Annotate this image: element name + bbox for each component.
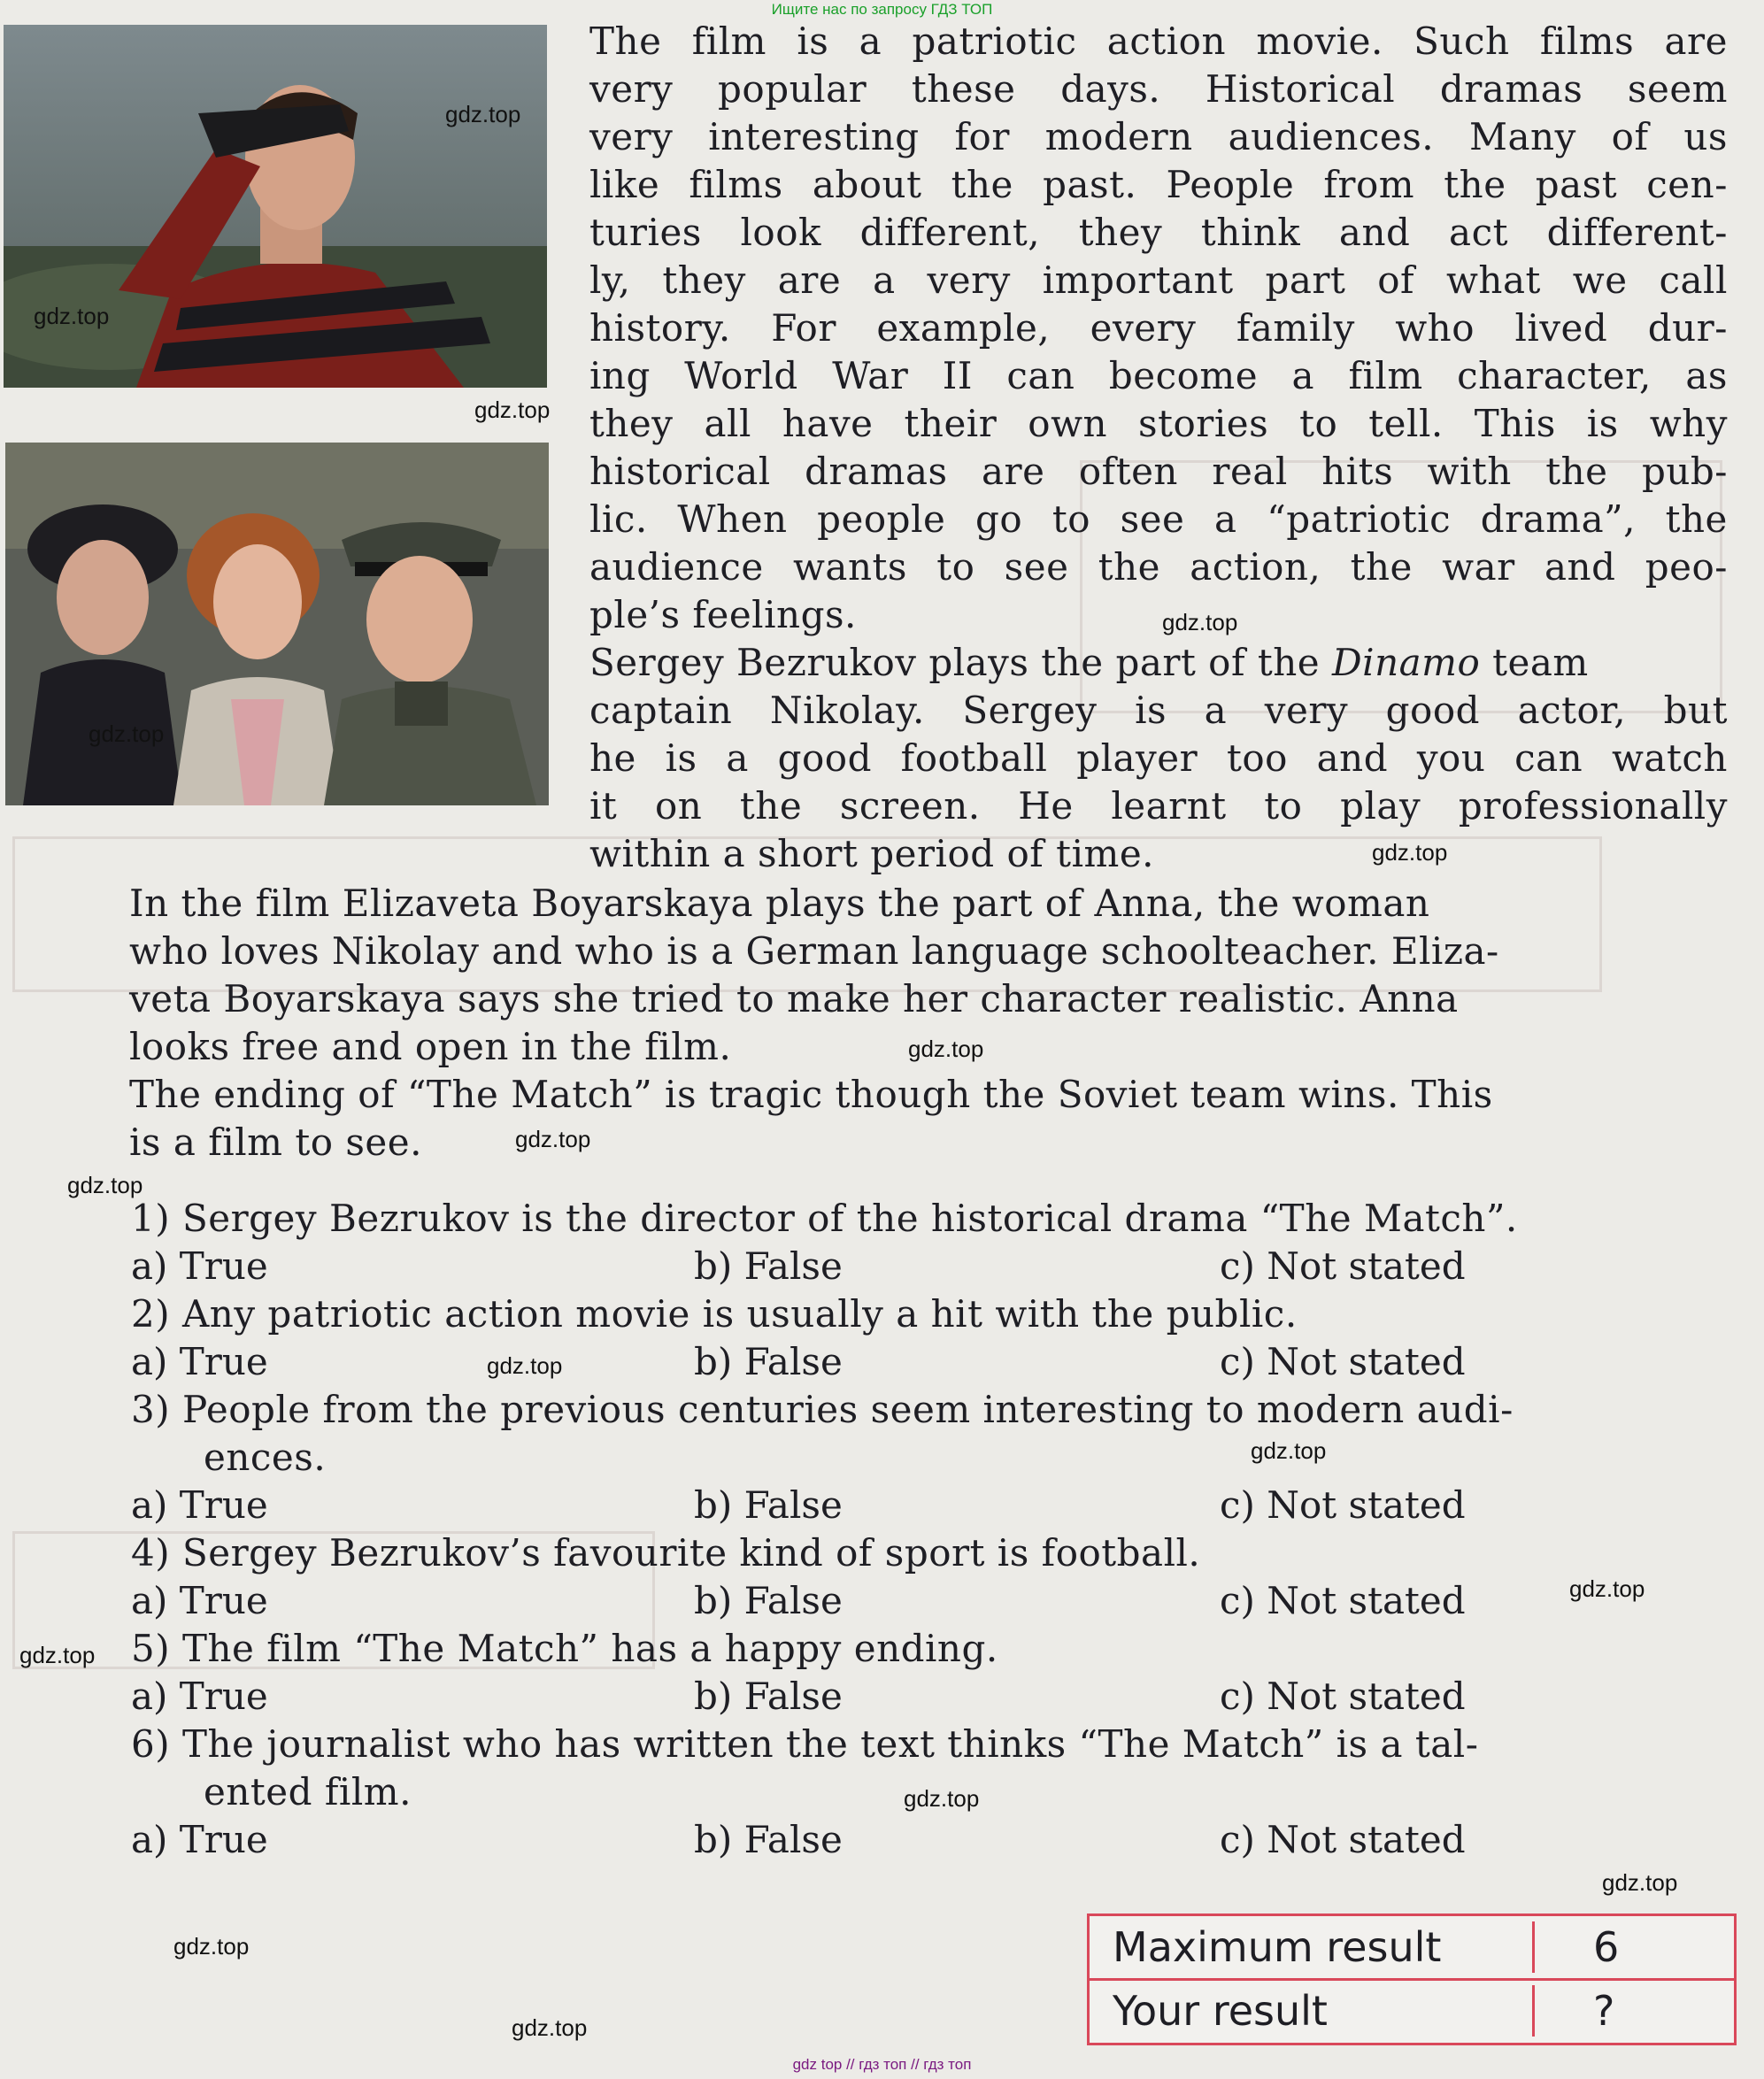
question-6: [131, 1721, 1733, 1768]
word: to: [1264, 784, 1303, 828]
word: too: [1226, 736, 1288, 780]
word: cen-: [1646, 163, 1728, 206]
paragraph-line: is a film to see.: [129, 1120, 422, 1164]
word: a: [726, 736, 749, 780]
answer-options-3: [131, 1482, 1733, 1529]
watermark: gdz.top: [1251, 1437, 1327, 1464]
word: the: [951, 163, 1013, 206]
word: tell.: [1368, 402, 1444, 445]
option-b[interactable]: b) False: [694, 1579, 843, 1622]
word: audience: [589, 545, 764, 589]
word: have: [782, 402, 874, 445]
word: people: [817, 497, 946, 541]
word: they: [662, 258, 746, 302]
question-3-continuation: ences.: [204, 1436, 327, 1479]
word: own: [1028, 402, 1108, 445]
word: the: [1444, 163, 1506, 206]
word: these: [911, 67, 1016, 111]
word: us: [1683, 115, 1728, 158]
question-number: 6): [131, 1722, 171, 1766]
result-row-your: [1090, 1980, 1734, 2042]
word: interesting: [708, 115, 920, 158]
wide-paragraph: [129, 880, 1728, 1167]
watermark: gdz.top: [512, 2014, 588, 2041]
word: dramas: [1439, 67, 1583, 111]
watermark: gdz.top: [1569, 1575, 1645, 1602]
word: see: [1004, 545, 1069, 589]
question-number: 3): [131, 1388, 171, 1431]
word: War: [832, 354, 909, 397]
word: you: [1416, 736, 1486, 780]
top-banner: Ищите нас по запросу ГДЗ ТОП: [771, 1, 993, 18]
word: modern: [1044, 115, 1193, 158]
option-c[interactable]: c) Not stated: [1220, 1483, 1466, 1527]
word: World: [684, 354, 798, 397]
word: professionally: [1458, 784, 1728, 828]
word: the: [739, 784, 803, 828]
result-table: [1087, 1913, 1737, 2045]
article-line: [589, 209, 1728, 257]
word: movie.: [1256, 19, 1383, 63]
film-characters-photo-icon: [5, 443, 549, 805]
word: the: [1545, 450, 1608, 493]
word: is: [1586, 402, 1619, 445]
option-b[interactable]: b) False: [694, 1818, 843, 1861]
answer-options-4: [131, 1577, 1733, 1625]
word: seem: [1627, 67, 1728, 111]
word: People: [1166, 163, 1295, 206]
word: past.: [1043, 163, 1137, 206]
article-line: [589, 400, 1728, 448]
word: turies: [589, 211, 702, 254]
word: it: [589, 784, 618, 828]
word: Sergey: [962, 689, 1098, 732]
maximum-result-value: 6: [1532, 1921, 1734, 1973]
word: all: [704, 402, 751, 445]
word: part: [1265, 258, 1346, 302]
article-line: [589, 448, 1728, 496]
answer-options-6: [131, 1816, 1733, 1864]
question-list: [131, 1195, 1733, 1864]
watermark: gdz.top: [89, 720, 165, 747]
word: the: [1098, 545, 1160, 589]
watermark: gdz.top: [908, 1036, 984, 1062]
word: he: [589, 736, 636, 780]
watermark: gdz.top: [904, 1785, 980, 1812]
word: on: [654, 784, 703, 828]
article-line: [589, 735, 1728, 782]
question-number: 1): [131, 1197, 171, 1240]
option-a[interactable]: a) True: [131, 1675, 268, 1718]
paragraph-line: looks free and open in the film.: [129, 1025, 732, 1068]
article-line: [589, 257, 1728, 304]
word: and: [1316, 736, 1389, 780]
word: lived: [1514, 306, 1608, 350]
option-b[interactable]: b) False: [694, 1675, 843, 1718]
word: the: [1350, 545, 1413, 589]
option-b[interactable]: b) False: [694, 1340, 843, 1383]
question-2: [131, 1290, 1733, 1338]
photo-film-characters: [5, 443, 549, 805]
watermark: gdz.top: [1602, 1869, 1678, 1896]
soldier-saluting-photo-icon: [4, 25, 547, 388]
word: a: [859, 19, 882, 63]
word: are: [981, 450, 1045, 493]
watermark: gdz.top: [445, 101, 521, 127]
word: every: [1090, 306, 1197, 350]
word: captain: [589, 689, 733, 732]
paragraph-line: who loves Nikolay and who is a German language schoolteacher. Eliza-: [129, 929, 1499, 973]
word: to: [1051, 497, 1090, 541]
question-number: 5): [131, 1627, 171, 1670]
paragraph-line: The ending of “The Match” is tragic though the Soviet team wins. This: [129, 1073, 1493, 1116]
word: what: [1445, 258, 1541, 302]
word: ing: [589, 354, 651, 397]
word: are: [1664, 19, 1728, 63]
question-3: [131, 1386, 1733, 1434]
word: call: [1659, 258, 1728, 302]
word: Such: [1414, 19, 1510, 63]
article-line-dinamo: [589, 639, 1728, 687]
word: of: [1377, 258, 1415, 302]
word: action: [1106, 19, 1227, 63]
watermark: gdz.top: [1372, 839, 1448, 866]
question-number: 2): [131, 1292, 171, 1336]
word: see: [1120, 497, 1185, 541]
word: to: [936, 545, 975, 589]
word: good: [777, 736, 872, 780]
word: example,: [876, 306, 1051, 350]
option-a[interactable]: a) True: [131, 1244, 268, 1288]
word: The: [589, 19, 662, 63]
team-name: Dinamo: [1331, 641, 1481, 684]
word: historical: [589, 450, 771, 493]
word: war: [1442, 545, 1515, 589]
option-a[interactable]: a) True: [131, 1818, 268, 1861]
word: different,: [859, 211, 1041, 254]
word: a: [1291, 354, 1315, 397]
word: popular: [718, 67, 867, 111]
word: character,: [1457, 354, 1652, 397]
word: This: [1474, 402, 1556, 445]
word: real: [1212, 450, 1288, 493]
question-6-continuation: ented film.: [204, 1770, 412, 1813]
article-column: [589, 18, 1728, 878]
word: very: [1264, 689, 1349, 732]
word: go: [975, 497, 1023, 541]
word: about: [812, 163, 922, 206]
word: their: [904, 402, 998, 445]
word: very: [927, 258, 1011, 302]
answer-options-1: [131, 1243, 1733, 1290]
word: and: [1338, 211, 1411, 254]
word: patriotic: [912, 19, 1077, 63]
question-text: Sergey Bezrukov’s favourite kind of sport is football.: [181, 1531, 1201, 1575]
word: often: [1078, 450, 1178, 493]
word: history.: [589, 306, 731, 350]
option-b[interactable]: b) False: [694, 1244, 843, 1288]
question-text: People from the previous centuries seem interesting to modern audi-: [181, 1388, 1514, 1431]
article-line: within a short period of time.: [589, 832, 1155, 875]
option-c[interactable]: c) Not stated: [1220, 1340, 1466, 1383]
your-result-value[interactable]: ?: [1532, 1985, 1734, 2037]
word: and: [1544, 545, 1616, 589]
word: think: [1200, 211, 1301, 254]
word: lic.: [589, 497, 648, 541]
word: we: [1572, 258, 1628, 302]
option-c[interactable]: c) Not stated: [1220, 1579, 1466, 1622]
word: family: [1236, 306, 1355, 350]
word: audiences.: [1228, 115, 1435, 158]
word: football: [900, 736, 1048, 780]
word: the: [1665, 497, 1728, 541]
word: films: [689, 163, 783, 206]
question-text: The film “The Match” has a happy ending.: [181, 1627, 998, 1670]
word: peo-: [1645, 545, 1728, 589]
word: as: [1685, 354, 1728, 397]
article-line: [589, 782, 1728, 830]
watermark: gdz.top: [173, 1933, 250, 1960]
question-text: The journalist who has written the text thinks “The Match” is a tal-: [181, 1722, 1479, 1766]
word: Historical: [1205, 67, 1396, 111]
word: a: [873, 258, 896, 302]
word: film: [691, 19, 766, 63]
word: stories: [1138, 402, 1269, 445]
article-line: [589, 496, 1728, 543]
article-line: [589, 687, 1728, 735]
watermark: gdz.top: [1162, 609, 1238, 635]
word: wants: [792, 545, 907, 589]
word: can: [1006, 354, 1075, 397]
article-text: Sergey Bezrukov plays the part of the: [589, 641, 1332, 684]
word: learnt: [1111, 784, 1227, 828]
question-number: 4): [131, 1531, 171, 1575]
word: actor,: [1517, 689, 1627, 732]
word: good: [1385, 689, 1481, 732]
result-row-maximum: [1090, 1916, 1734, 1981]
watermark: gdz.top: [19, 1642, 96, 1668]
article-line: ple’s feelings.: [589, 593, 857, 636]
paragraph-line: In the film Elizaveta Boyarskaya plays the part of Anna, the woman: [129, 882, 1430, 925]
word: II: [942, 354, 973, 397]
option-a[interactable]: a) True: [131, 1483, 268, 1527]
question-5: [131, 1625, 1733, 1673]
word: who: [1395, 306, 1475, 350]
word: watch: [1611, 736, 1728, 780]
word: become: [1108, 354, 1259, 397]
your-result-label: Your result: [1113, 1987, 1328, 2035]
option-c[interactable]: c) Not stated: [1220, 1818, 1466, 1861]
question-1: [131, 1195, 1733, 1243]
word: important: [1042, 258, 1234, 302]
word: like: [589, 163, 660, 206]
option-c[interactable]: c) Not stated: [1220, 1244, 1466, 1288]
word: Many: [1469, 115, 1576, 158]
article-line: [589, 352, 1728, 400]
option-c[interactable]: c) Not stated: [1220, 1675, 1466, 1718]
word: action,: [1190, 545, 1321, 589]
word: a: [1214, 497, 1237, 541]
watermark: gdz.top: [67, 1172, 143, 1198]
bottom-banner: gdz top // гдз топ // гдз топ: [792, 2056, 972, 2073]
word: can: [1514, 736, 1583, 780]
answer-options-5: [131, 1673, 1733, 1721]
word: is: [1135, 689, 1167, 732]
word: screen.: [839, 784, 981, 828]
word: from: [1323, 163, 1415, 206]
article-text: team: [1480, 641, 1589, 684]
watermark: gdz.top: [34, 303, 110, 329]
word: ly,: [589, 258, 631, 302]
word: dramas: [805, 450, 948, 493]
article-line: [589, 304, 1728, 352]
word: past: [1535, 163, 1618, 206]
word: hits: [1321, 450, 1394, 493]
option-a[interactable]: a) True: [131, 1340, 268, 1383]
question-text: Any patriotic action movie is usually a hit with the public.: [181, 1292, 1298, 1336]
word: player: [1076, 736, 1198, 780]
article-line: [589, 113, 1728, 161]
word: look: [740, 211, 821, 254]
photo-soldier-saluting: [4, 25, 547, 388]
word: is: [797, 19, 829, 63]
answer-options-2: [131, 1338, 1733, 1386]
watermark: gdz.top: [487, 1352, 563, 1379]
word: dur-: [1647, 306, 1728, 350]
word: is: [665, 736, 697, 780]
word: act: [1449, 211, 1508, 254]
word: they: [1078, 211, 1163, 254]
maximum-result-label: Maximum result: [1113, 1923, 1442, 1971]
paragraph-line: veta Boyarskaya says she tried to make her character realistic. Anna: [129, 977, 1459, 1020]
word: but: [1663, 689, 1728, 732]
article-line: [589, 161, 1728, 209]
word: very: [589, 115, 674, 158]
word: pub-: [1641, 450, 1728, 493]
article-line: [589, 543, 1728, 591]
option-b[interactable]: b) False: [694, 1483, 843, 1527]
word: why: [1649, 402, 1728, 445]
word: a: [1204, 689, 1228, 732]
word: He: [1018, 784, 1074, 828]
word: film: [1348, 354, 1423, 397]
word: “patriotic: [1267, 497, 1452, 541]
word: drama”,: [1480, 497, 1636, 541]
word: different-: [1546, 211, 1728, 254]
question-4: [131, 1529, 1733, 1577]
word: days.: [1060, 67, 1161, 111]
article-line: [589, 18, 1728, 65]
word: play: [1340, 784, 1421, 828]
watermark: gdz.top: [515, 1126, 591, 1152]
word: very: [589, 67, 674, 111]
word: For: [771, 306, 836, 350]
question-text: Sergey Bezrukov is the director of the historical drama “The Match”.: [181, 1197, 1518, 1240]
word: for: [954, 115, 1010, 158]
word: with: [1427, 450, 1512, 493]
article-line: [589, 65, 1728, 113]
word: When: [677, 497, 788, 541]
word: they: [589, 402, 674, 445]
word: to: [1299, 402, 1338, 445]
word: films: [1539, 19, 1635, 63]
word: are: [777, 258, 842, 302]
option-a[interactable]: a) True: [131, 1579, 268, 1622]
word: Nikolay.: [769, 689, 925, 732]
watermark: gdz.top: [474, 397, 551, 423]
word: of: [1611, 115, 1649, 158]
